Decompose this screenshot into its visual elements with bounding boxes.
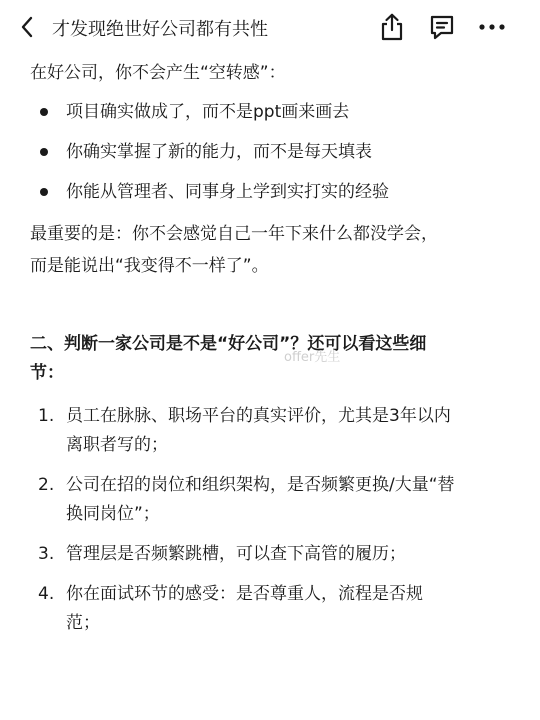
list-text-line: 你在面试环节的感受：是否尊重人，流程是否规 (66, 584, 423, 604)
bullet-dot-icon (40, 108, 48, 116)
top-navigation-bar (0, 0, 540, 56)
comment-button[interactable] (427, 12, 457, 42)
page-title: 才发现绝世好公司都有共性 (52, 19, 268, 40)
share-button[interactable] (377, 12, 407, 42)
list-text-line: 范； (66, 613, 100, 633)
list-number: 4. (38, 584, 55, 604)
bullet-text: 项目确实做成了，而不是ppt画来画去 (66, 102, 350, 122)
bullet-text: 你确实掌握了新的能力，而不是每天填表 (66, 142, 372, 162)
list-number: 2. (38, 475, 55, 495)
more-button[interactable] (477, 12, 507, 42)
back-button[interactable] (14, 14, 40, 40)
bullet-text: 你能从管理者、同事身上学到实打实的经验 (66, 182, 389, 202)
intro-paragraph: 在好公司，你不会产生“空转感”： (30, 63, 286, 83)
section-heading: 二、判断一家公司是不是“好公司”？还可以看这些细 (30, 334, 427, 354)
list-text-line: 离职者写的； (66, 435, 168, 455)
summary-line: 最重要的是：你不会感觉自己一年下来什么都没学会， (30, 224, 438, 244)
section-heading: 节： (30, 363, 64, 383)
list-number: 1. (38, 406, 55, 426)
bullet-dot-icon (40, 188, 48, 196)
share-icon (379, 13, 405, 41)
list-text-line: 换同岗位”； (66, 504, 160, 524)
list-text-line: 公司在招的岗位和组织架构，是否频繁更换/大量“替 (66, 475, 455, 495)
list-text-line: 员工在脉脉、职场平台的真实评价，尤其是3年以内 (66, 406, 451, 426)
list-number: 3. (38, 544, 55, 564)
chevron-left-icon (20, 16, 34, 38)
more-icon (478, 23, 506, 31)
watermark: offer先生 (284, 350, 341, 365)
list-text-line: 管理层是否频繁跳槽，可以查下高管的履历； (66, 544, 406, 564)
comment-icon (428, 13, 456, 41)
summary-line: 而是能说出“我变得不一样了”。 (30, 256, 269, 276)
bullet-dot-icon (40, 148, 48, 156)
